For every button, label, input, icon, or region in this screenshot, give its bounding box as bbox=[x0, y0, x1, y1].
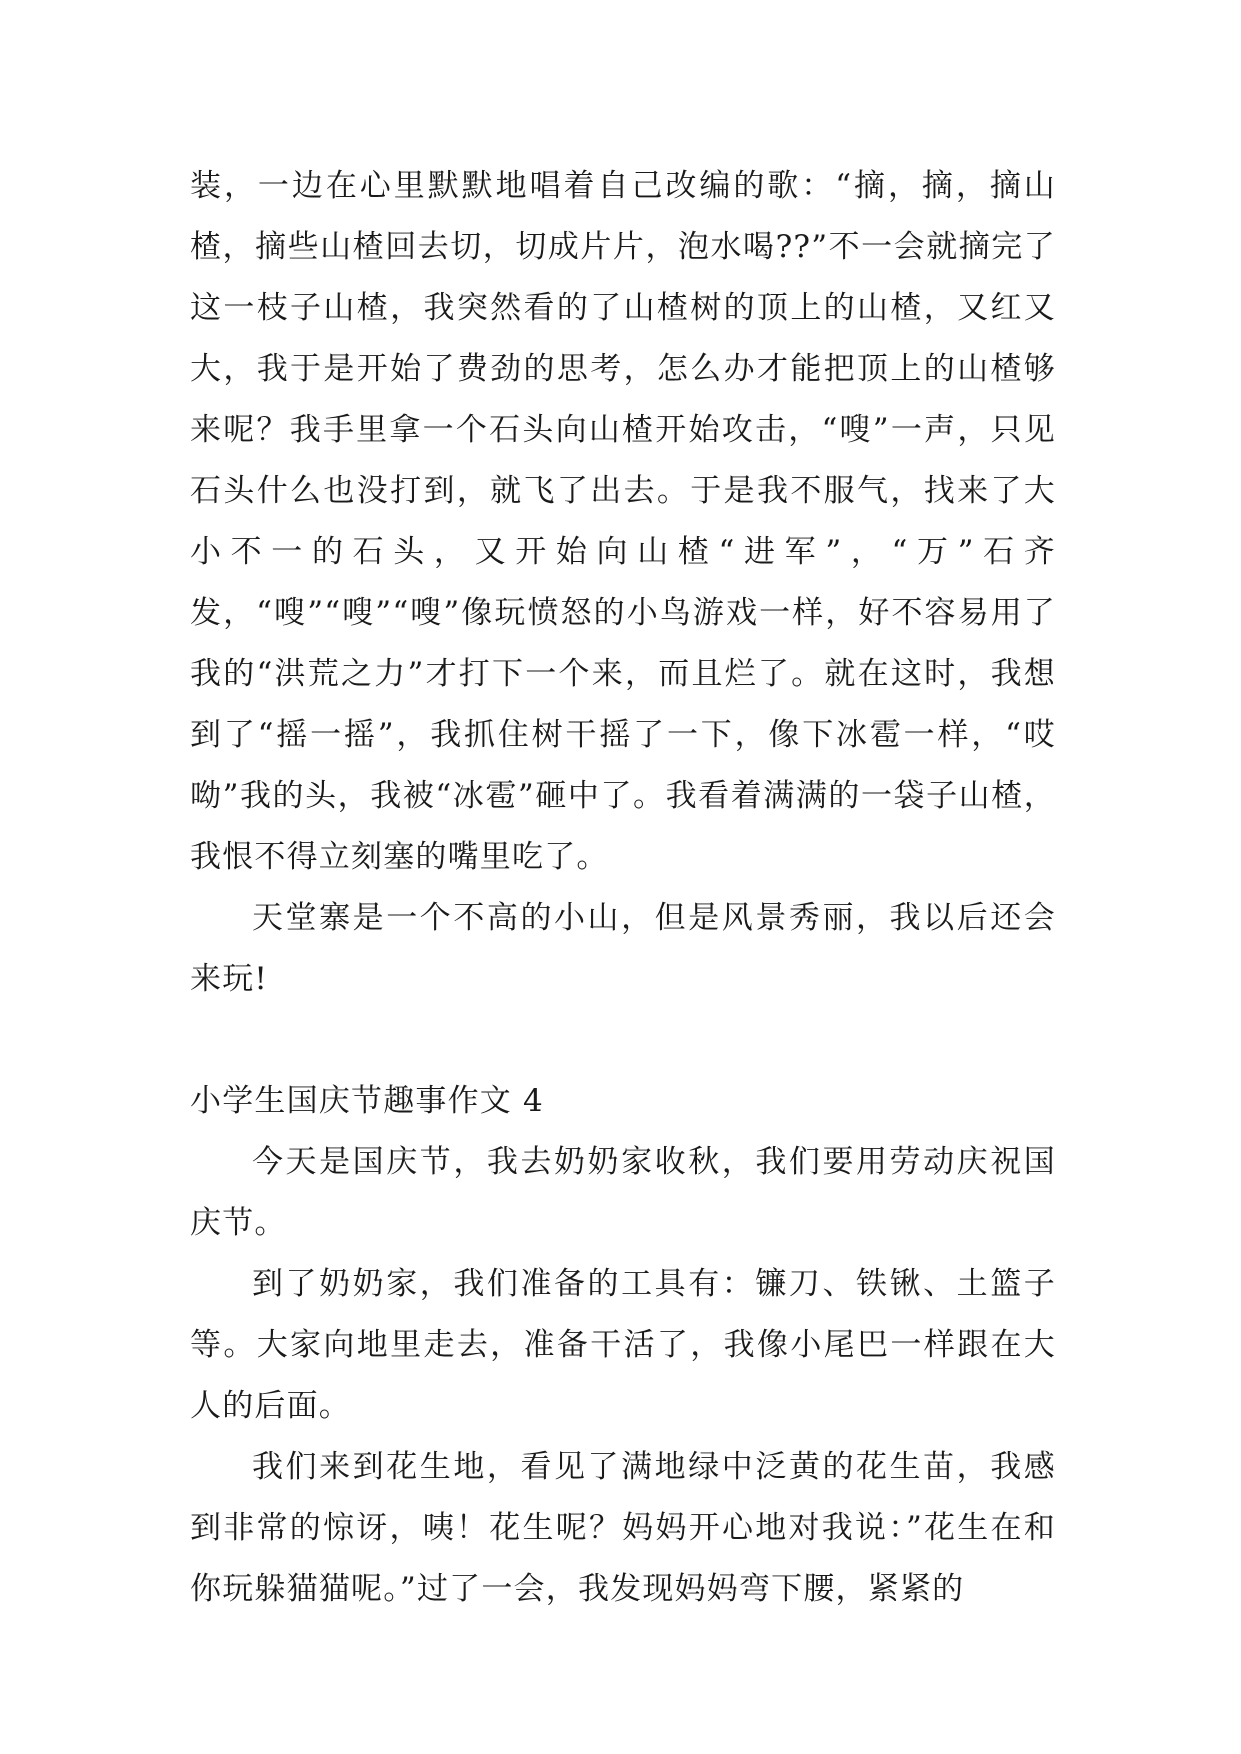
paragraph: 到了奶奶家，我们准备的工具有：镰刀、铁锹、土篮子等。大家向地里走去，准备干活了，我像小尾巴一样跟在大人的后面。 bbox=[190, 1266, 1056, 1424]
section-spacer bbox=[190, 1010, 1056, 1071]
paragraph: 我们来到花生地，看见了满地绿中泛黄的花生苗，我感到非常的惊讶，咦！花生呢？妈妈开心地对我说：”花生在和你玩躲猫猫呢。”过了一会，我发现妈妈弯下腰，紧紧的 bbox=[190, 1449, 1056, 1607]
document-body bbox=[190, 156, 1056, 1620]
paragraph-closing: 天堂寨是一个不高的小山，但是风景秀丽，我以后还会来玩! bbox=[190, 900, 1056, 997]
paragraph: 今天是国庆节，我去奶奶家收秋，我们要用劳动庆祝国庆节。 bbox=[190, 1144, 1056, 1241]
paragraph-continued: 装，一边在心里默默地唱着自己改编的歌：“摘，摘，摘山楂，摘些山楂回去切，切成片片，泡水喝??”不一会就摘完了这一枝子山楂，我突然看的了山楂树的顶上的山楂，又红又大，我于是开始了费劲的思考，怎么办才能把顶上的山楂够来呢？我手里拿一个石头向山楂开始攻击，“嗖”一声，只见石头什么也没打到，就飞了出去。于是我不服气，找来了大小不一的石头，又开始向山楂“进军”，“万”石齐发，“嗖”“嗖”“嗖”像玩愤怒的小鸟游戏一样，好不容易用了我的“洪荒之力”才打下一个来，而且烂了。就在这时，我想到了“摇一摇”，我抓住树干摇了一下，像下冰雹一样，“哎呦”我的头，我被“冰雹”砸中了。我看着满满的一袋子山楂，我恨不得立刻塞的嘴里吃了。 bbox=[190, 168, 1056, 875]
section-title: 小学生国庆节趣事作文 4 bbox=[190, 1083, 544, 1119]
